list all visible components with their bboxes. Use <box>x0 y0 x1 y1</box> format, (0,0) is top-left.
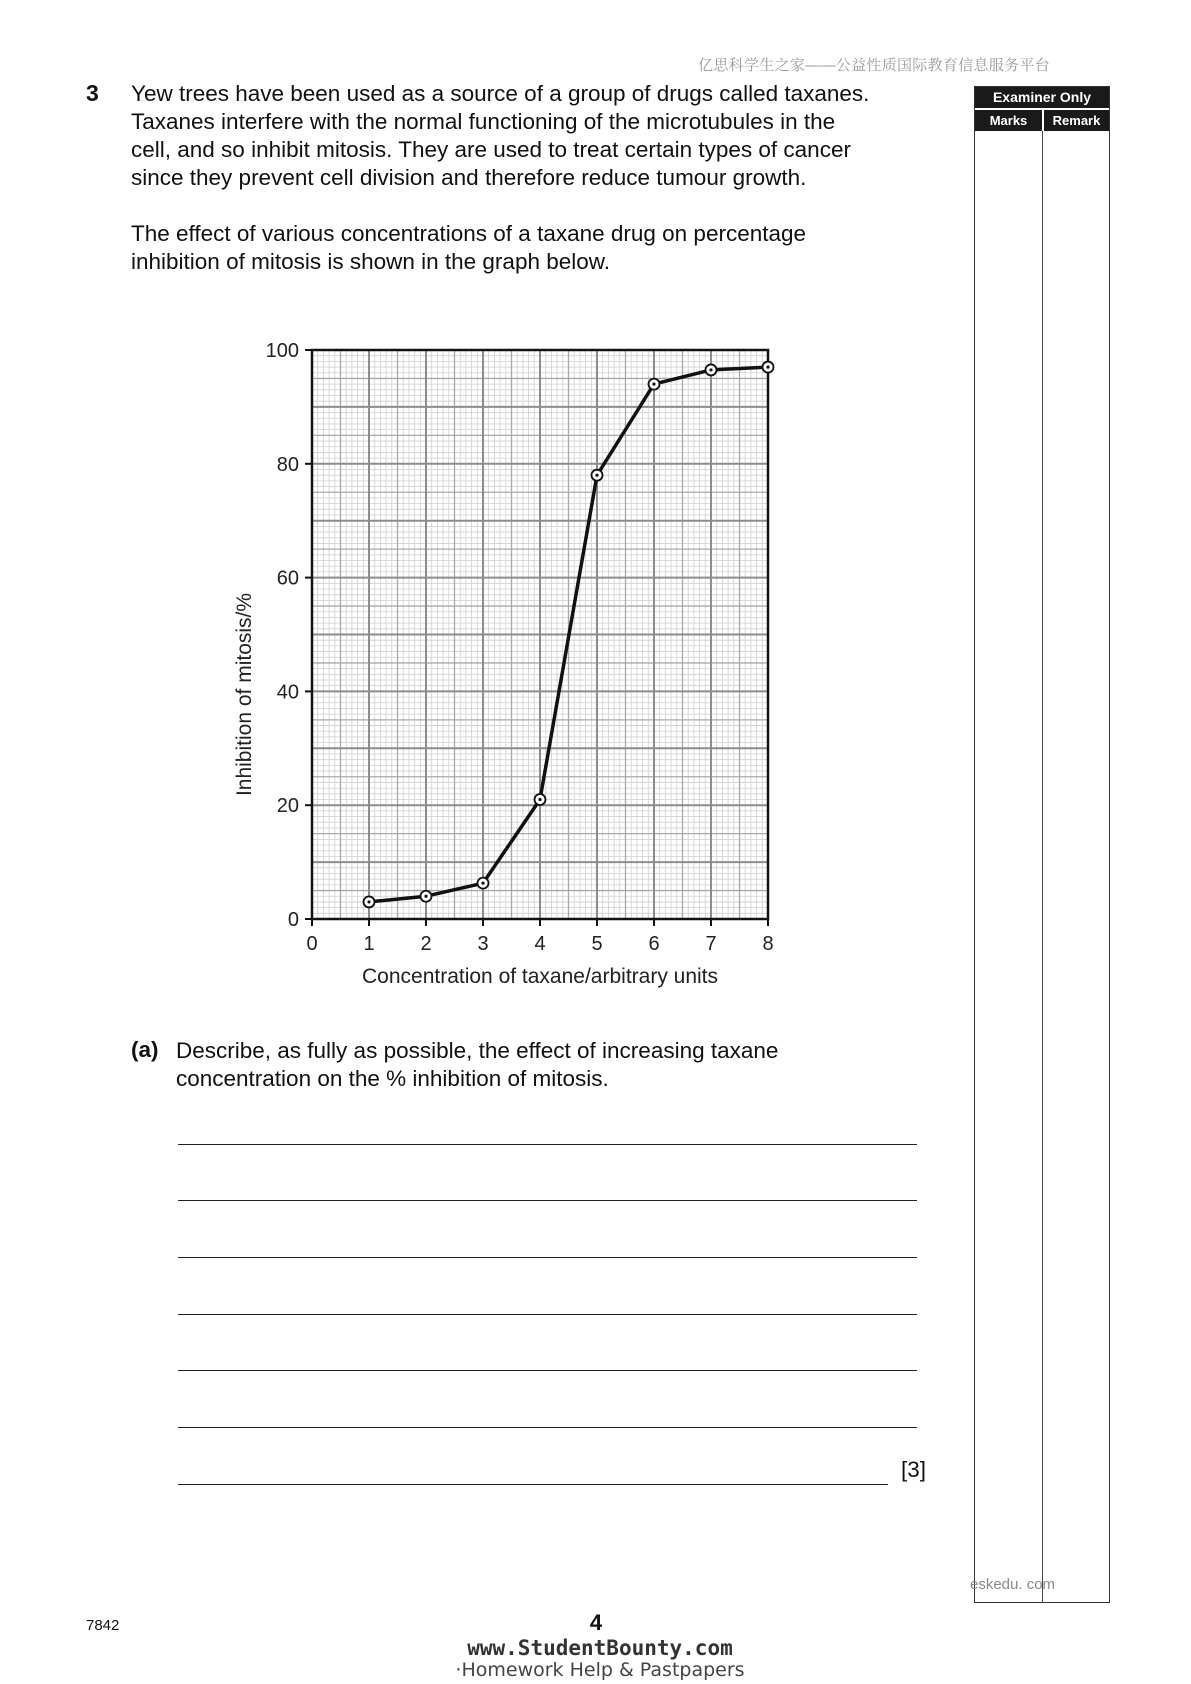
x-tick-label: 8 <box>762 933 774 955</box>
x-tick-label: 0 <box>306 933 318 955</box>
answer-line[interactable] <box>178 1200 917 1201</box>
y-tick-label: 20 <box>276 795 299 818</box>
marks-header: Marks <box>975 110 1042 131</box>
paper-code: 7842 <box>86 1617 120 1634</box>
intro-line: cell, and so inhibit mitosis. They are used to treat certain types of cancer <box>131 137 851 162</box>
intro-line: since they prevent cell division and therefore reduce tumour growth. <box>131 165 807 190</box>
data-point-dot <box>766 365 769 368</box>
answer-line[interactable] <box>178 1257 917 1258</box>
data-point-dot <box>481 882 484 885</box>
footer-site[interactable]: www.StudentBounty.com <box>467 1636 733 1660</box>
page-number: 4 <box>589 1610 603 1635</box>
y-tick-label: 100 <box>265 340 299 362</box>
answer-line[interactable] <box>178 1427 917 1428</box>
x-axis-title: Concentration of taxane/arbitrary units <box>361 965 719 988</box>
x-tick-label: 5 <box>591 933 603 955</box>
x-tick-label: 2 <box>420 933 432 955</box>
y-tick-label: 80 <box>276 453 299 476</box>
data-point-dot <box>367 900 370 903</box>
data-point-dot <box>709 368 712 371</box>
marks-available: [3] <box>901 1457 927 1482</box>
question-number: 3 <box>86 80 99 106</box>
examiner-only-header: Examiner Only <box>975 87 1109 108</box>
y-axis-title: Inhibition of mitosis/% <box>233 592 256 797</box>
data-point-dot <box>595 474 598 477</box>
header-watermark: 亿思科学生之家——公益性质国际教育信息服务平台 <box>698 57 1050 74</box>
remark-header: Remark <box>1044 110 1109 131</box>
intro-line: Taxanes interfere with the normal functioning of the microtubules in the <box>131 109 836 134</box>
footer-watermark: eskedu. com <box>970 1576 1056 1593</box>
part-a-question <box>176 1037 876 1093</box>
answer-line[interactable] <box>178 1370 917 1371</box>
y-tick-label: 0 <box>287 909 299 931</box>
part-a-label: (a) <box>131 1037 159 1062</box>
graph-intro-line: The effect of various concentrations of a taxane drug on percentage <box>131 221 807 246</box>
answer-line[interactable] <box>178 1144 917 1145</box>
data-point-dot <box>652 383 655 386</box>
intro-line: Yew trees have been used as a source of a group of drugs called taxanes. <box>131 81 870 106</box>
data-point-dot <box>538 798 541 801</box>
x-tick-label: 6 <box>648 933 660 955</box>
y-tick-label: 60 <box>276 567 299 590</box>
data-point-dot <box>424 895 427 898</box>
part-a-line: Describe, as fully as possible, the effect of increasing taxane <box>176 1038 779 1063</box>
part-a-line: concentration on the % inhibition of mitosis. <box>176 1066 609 1091</box>
footer-tagline: ·Homework Help & Pastpapers <box>455 1659 745 1681</box>
graph-intro-line: inhibition of mitosis is shown in the graph below. <box>131 249 611 274</box>
x-tick-label: 1 <box>363 933 375 955</box>
y-tick-label: 40 <box>276 681 299 704</box>
x-tick-label: 4 <box>534 933 546 955</box>
answer-line[interactable] <box>178 1484 888 1485</box>
x-tick-label: 3 <box>477 933 489 955</box>
answer-line[interactable] <box>178 1314 917 1315</box>
x-tick-label: 7 <box>705 933 717 955</box>
